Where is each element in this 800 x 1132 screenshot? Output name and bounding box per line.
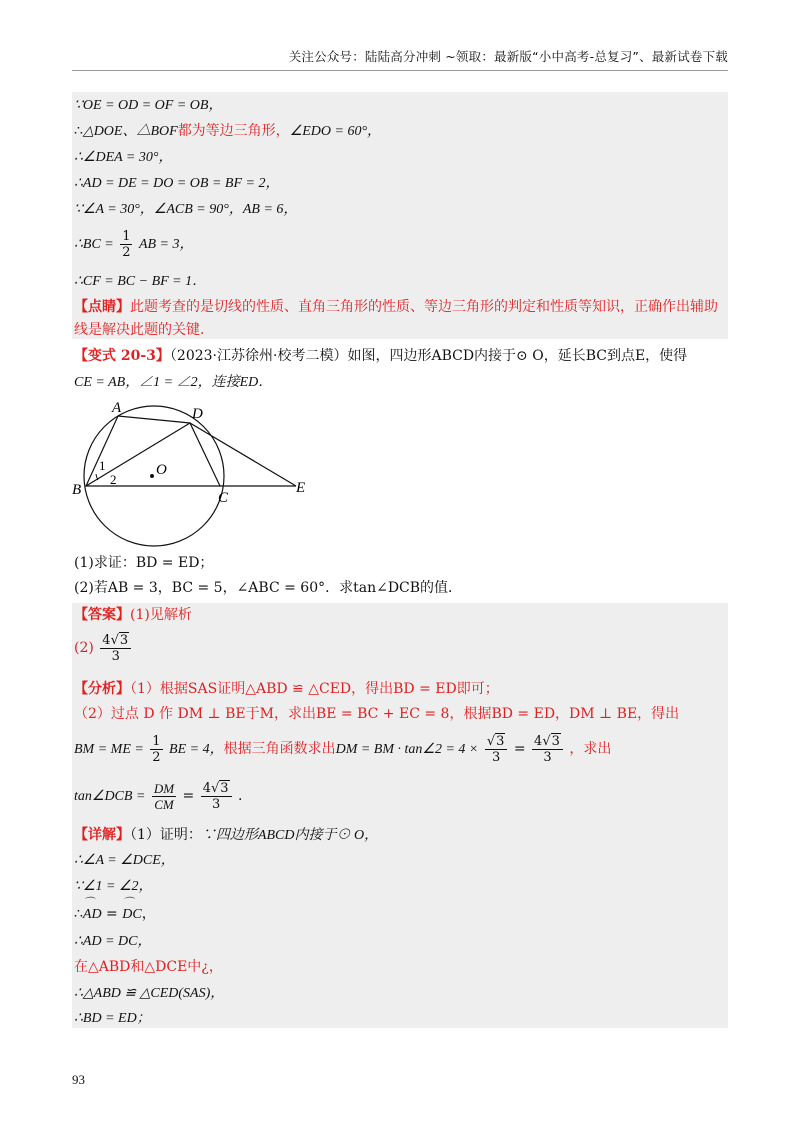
detail-line2: ∴∠A = ∠DCE，: [74, 853, 175, 868]
line-equilateral: ∴△DOE、△BOF都为等边三角形，∠EDO = 60°，: [74, 123, 382, 139]
label-e: E: [296, 480, 306, 496]
line-lengths: ∴AD = DE = DO = OB = BF = 2，: [74, 176, 280, 191]
label-o: O: [156, 462, 167, 478]
question-2: (2)若AB = 3，BC = 5，∠ABC = 60°．求tan∠DCB的值．: [74, 580, 463, 596]
comment-line1: 【点睛】此题考查的是切线的性质、直角三角形的性质、等边三角形的判定和性质等知识，正确作出辅助: [74, 299, 718, 315]
analysis-line2: （2）过点 D 作 DM ⊥ BE于M，求出BE = BC + EC = 8，根据BD = ED，DM ⊥ BE，得出: [74, 706, 680, 722]
line-condition: ∵OE = OD = OF = OB，: [74, 98, 223, 113]
problem-line1: 【变式 20-3】（2023·江苏徐州·校考二模）如图，四边形ABCD内接于⊙ O，延长BC到点E，使得: [74, 348, 688, 364]
detail-line4: ∴⌒ AD = ⌒ DC，: [74, 904, 156, 925]
answer-line2: (2) $\frac{4√3}{3}$: [74, 630, 133, 666]
comment-line2: 线是解决此题的关键.: [74, 322, 205, 338]
problem-line2: CE = AB，∠1 = ∠2，连接ED．: [74, 375, 273, 390]
header-rule: [72, 70, 728, 71]
label-c: C: [218, 490, 229, 506]
line-bc: ∴BC = $\frac{1}{2}$ AB = 3，: [74, 228, 194, 260]
label-a: A: [112, 400, 122, 416]
label-d: D: [192, 406, 203, 422]
segment-bd: [86, 423, 190, 486]
label-angle-1: 1: [99, 458, 106, 473]
analysis-line4: tan∠DCB = $\frac{DM}{CM}$ = $\frac{4√3}{3}$ .: [74, 780, 243, 812]
fraction-half: $\frac{1}{2}$: [122, 228, 131, 260]
page-header: 关注公众号：陆陆高分冲刺 ~领取：最新版“小中高考-总复习”、最新试卷下载: [288, 49, 728, 64]
line-cf: ∴CF = BC − BF = 1．: [74, 274, 207, 289]
line-angle-dea: ∴∠DEA = 30°，: [74, 150, 173, 165]
line-angles: ∵∠A = 30°，∠ACB = 90°，AB = 6，: [74, 202, 298, 217]
center-point: [150, 474, 154, 478]
analysis-line1: 【分析】（1）根据SAS证明△ABD ≌ △CED，得出BD = ED即可；: [74, 681, 499, 697]
detail-line5: ∴AD = DC，: [74, 934, 152, 949]
detail-line8: ∴BD = ED；: [74, 1011, 151, 1026]
answer-line1: 【答案】(1)见解析: [74, 607, 192, 623]
detail-line7: ∴△ABD ≌ △CED(SAS)，: [74, 986, 225, 1001]
page-number: 93: [72, 1072, 85, 1087]
label-angle-2: 2: [110, 472, 117, 487]
label-b: B: [72, 482, 82, 498]
segment-de: [190, 423, 296, 486]
detail-line3: ∵∠1 = ∠2，: [74, 879, 153, 894]
detail-line1: 【详解】（1）证明：∵四边形ABCD内接于⊙ O，: [74, 827, 379, 843]
answer-fraction: $\frac{4√3}{3}$: [100, 633, 131, 664]
question-1: (1)求证：BD = ED；: [74, 555, 214, 571]
geometry-figure: [72, 398, 332, 548]
detail-line6: 在△ABD和△DCE中¿，: [74, 959, 223, 975]
analysis-line3: BM = ME = $\frac{1}{2}$ BE = 4，根据三角函数求出DM = BM · tan∠2 = 4 × $\frac{√3}{3}$ = $\frac{4√3}{3}$ ，求出: [74, 733, 612, 765]
